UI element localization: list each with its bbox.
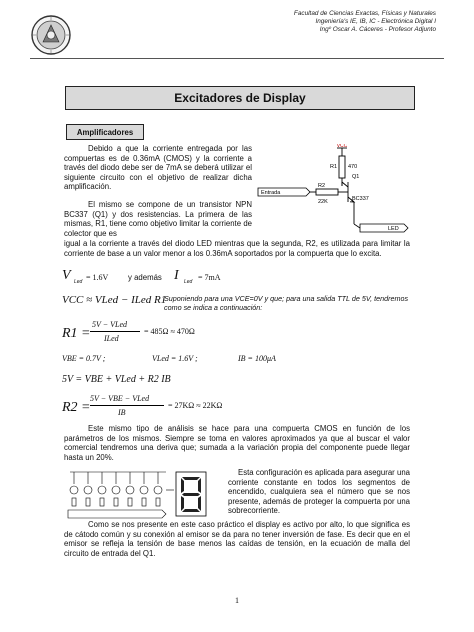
- paragraph-components-a: [64, 200, 252, 238]
- equation-values: [62, 354, 362, 368]
- header-professor: Ingº Oscar A. Cáceres - Profesor Adjunto: [319, 26, 436, 33]
- eq1-a-symbol: V: [62, 268, 71, 283]
- transistor-label: BC337: [352, 196, 369, 202]
- paragraph-cmos: [64, 424, 410, 462]
- eq3-lhs: R1 =: [62, 326, 91, 341]
- header-faculty: Facultad de Ciencias Exactas, Físicas y Naturales: [293, 10, 436, 17]
- eq1-and: y además: [128, 273, 162, 282]
- equation-vcc-note: Suponiendo para una VCE=0V y que; para una salida TTL de 5V, tendremos como se indica a continuación:: [164, 294, 409, 312]
- page-title: Excitadores de Display: [65, 86, 415, 110]
- equation-5v: 5V = VBE + VLed + R2 IB: [62, 374, 171, 385]
- header-courses: Ingeniería's IE, IB, IC - Electrónica Digital I: [315, 18, 436, 25]
- paragraph-config-text: Esta configuración es aplicada para asegurar una corriente constante en todos los segmentos de encendido, cualquiera sea el número que se nos presente, además de proteger la compuerta por una sobrecorriente.: [228, 468, 410, 516]
- eq3-result: = 485Ω ≈ 470Ω: [144, 327, 195, 336]
- eq3-fraction-bar: [90, 331, 140, 332]
- eq1-b-value: = 7mA: [198, 273, 221, 282]
- eq6-fraction-bar: [90, 405, 164, 406]
- led-label: LED: [388, 226, 399, 232]
- eq6-numerator: 5V − VBE − VLed: [90, 394, 150, 403]
- vcc-label: VCC: [336, 144, 348, 149]
- paragraph-components-text-a: El mismo se compone de un transistor NPN BC337 (Q1) y dos resistencias. La primera de las mismas, R1, tiene como objetivo limitar la corriente de colector que es: [64, 200, 252, 238]
- paragraph-display: [64, 520, 410, 558]
- eq6-denominator: IB: [118, 408, 126, 417]
- eq3-numerator: 5V − VLed: [92, 320, 128, 329]
- equation-r1: [62, 320, 322, 348]
- display-driver-diagram: [66, 468, 216, 524]
- r2-label: R2: [318, 183, 326, 189]
- section-heading: Amplificadores: [66, 124, 144, 140]
- eq6-result: = 27KΩ ≈ 22KΩ: [168, 401, 223, 410]
- eq4-vled: VLed = 1.6V ;: [152, 354, 198, 363]
- eq1-b-sub: Led: [184, 279, 193, 285]
- eq4-vbe: VBE = 0.7V ;: [62, 354, 106, 363]
- eq1-a-sub: Led: [74, 279, 83, 285]
- r1-value: 470: [348, 164, 358, 170]
- equation-r2: [62, 394, 322, 422]
- paragraph-components-text-b: igual a la corriente a través del diodo LED mientras que la segunda, R2, es utilizada para limitar la corriente de base a un valor menor a los 0.36mA soportados por la compuerta que lo excita.: [64, 239, 410, 258]
- eq6-lhs: R2 =: [62, 400, 91, 415]
- header-info: [136, 10, 436, 34]
- paragraph-cmos-text: Este mismo tipo de análisis se hace para una compuerta CMOS en función de los parámetros de los mismos. Siempre se toma en valores aproximados ya que al buscar el valor comercial tendremos una deriva que; sumada a la variación propia del componente puede llegar hasta un 20%.: [64, 424, 410, 462]
- equation-vcc: VCC ≈ VLed − ILed R1: [62, 294, 167, 306]
- eq3-denominator: ILed: [104, 334, 119, 343]
- q1-label: Q1: [352, 174, 360, 180]
- input-label: Entrada: [261, 190, 281, 196]
- paragraph-components-b: [64, 239, 410, 258]
- eq1-a-value: = 1.6V: [86, 273, 109, 282]
- paragraph-config: [228, 468, 410, 516]
- paragraph-display-text: Como se nos presente en este caso práctico el display es activo por alto, lo que significa es de cátodo común y su conexión al emisor se da para no tener inversión de fase. Es decir que en el emisor se refleja la tensión de base menos las caídas de tensión, en la ecuación de malla del circuito de entrada del Q1.: [64, 520, 410, 558]
- header-rule: [30, 58, 444, 59]
- r1-label: R1: [329, 164, 337, 170]
- university-seal: [30, 14, 72, 56]
- eq4-ib: IB = 100μA: [238, 354, 276, 363]
- paragraph-intro-text: Debido a que la corriente entregada por las compuertas es de 0.36mA (CMOS) y la corriente a través del diodo debe ser de 7mA se deberá utilizar el siguiente circuito con el objetivo de realizar dicha amplificación.: [64, 144, 252, 192]
- equation-vled-iled: [62, 270, 362, 286]
- transistor-circuit-diagram: [256, 144, 416, 236]
- eq1-b-symbol: I: [174, 268, 179, 283]
- paragraph-intro: [64, 144, 252, 192]
- r2-value: 22K: [318, 199, 328, 205]
- page-number: 1: [235, 596, 239, 605]
